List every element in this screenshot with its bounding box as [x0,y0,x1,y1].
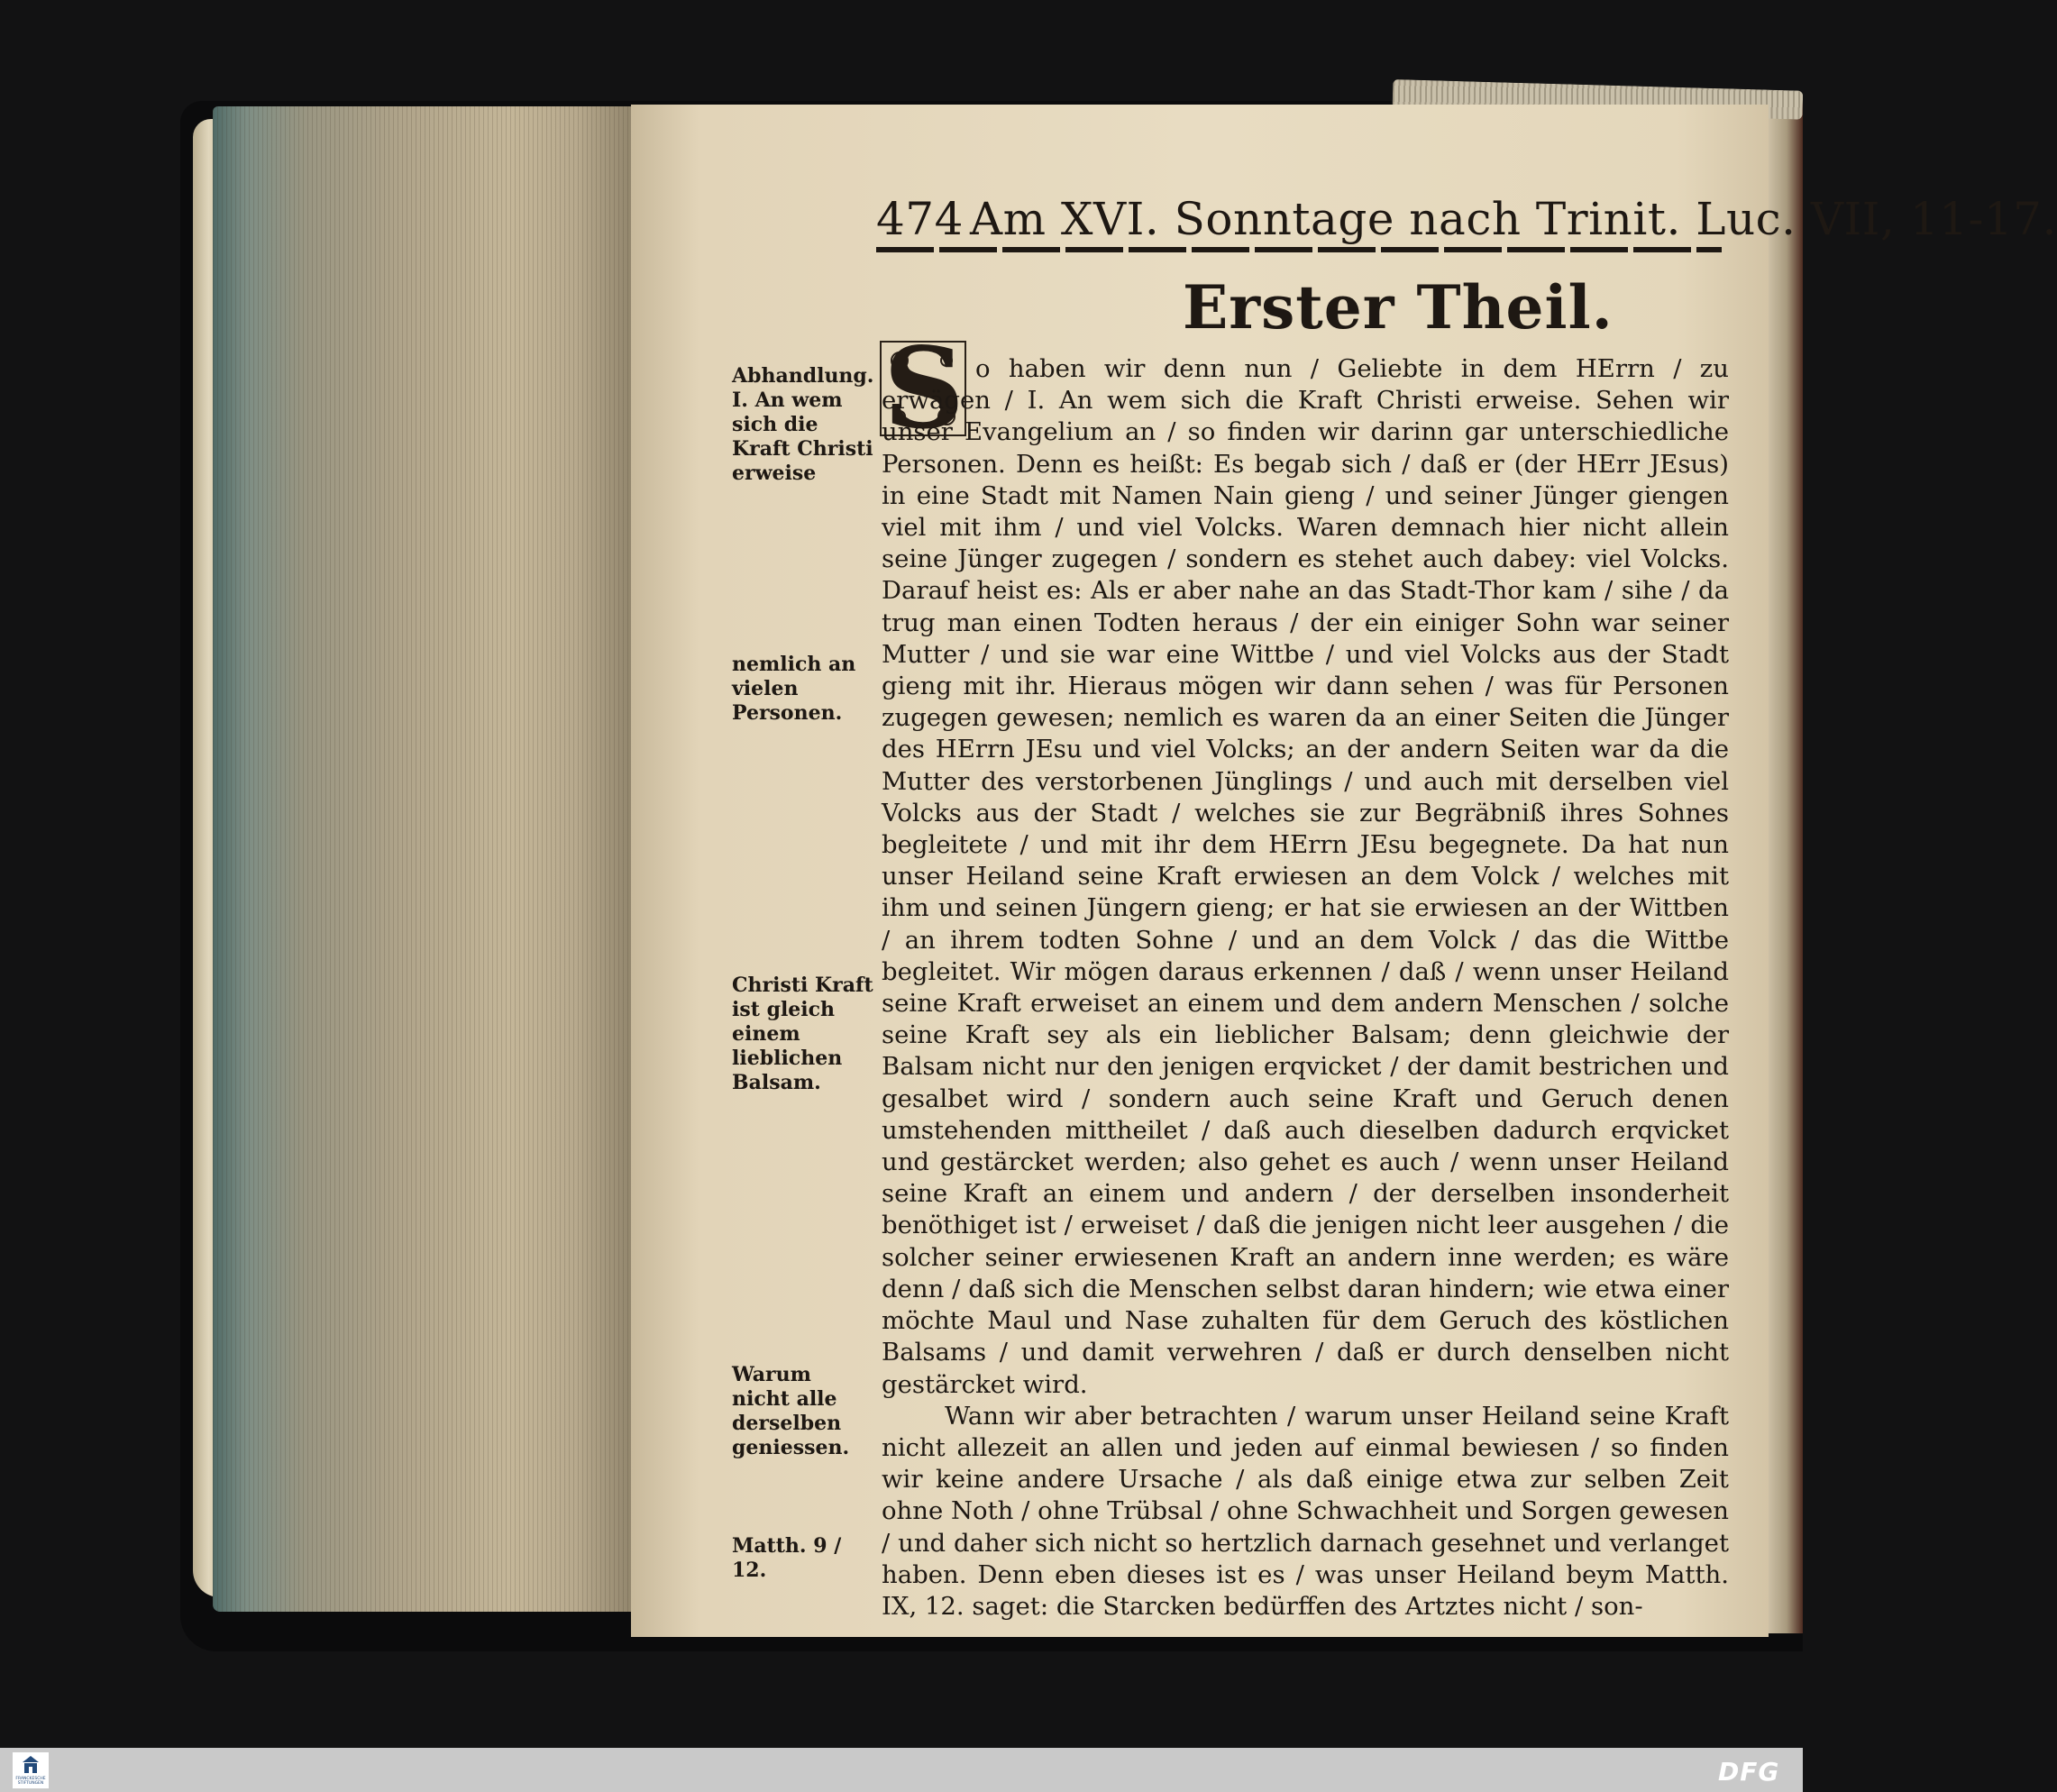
margin-note: Warum nicht alle derselben geniessen. [732,1363,850,1459]
page-block-lines [213,106,636,1612]
drop-cap: S [883,324,965,454]
margin-note: Abhandlung. I. An wem sich die Kraft Christi erweise [732,364,874,485]
margin-note: Matth. 9 / 12. [732,1534,842,1582]
body-text [882,353,1729,1623]
page-block-edge [213,106,636,1612]
dfg-logo[interactable]: DFG [1718,1757,1780,1787]
margin-note: Christi Kraft ist gleich einem lieblichen Balsam. [732,974,873,1094]
book-page [631,105,2057,1637]
viewer-footer-bar [0,1748,1803,1792]
paragraph-2: Wann wir aber betrachten / warum unser Heiland seine Kraft nicht allezeit an allen und jeden auf einmal bewiesen / so finden wir keine andere Ursache / als daß einige etwa zur selben Zeit ohne Noth / ohne Trübsal / ohne Schwachheit und Sorgen gewesen / und daher sich nicht so hertzlich darnach gesehnet und verlanget haben. Denn eben dieses ist es / was unser Heiland beym Matth. IX, 12. saget: die Starcken bedürffen des Artztes nicht / son- [882,1401,1729,1621]
franckesche-stiftungen-logo[interactable] [13,1752,49,1788]
paragraph-1: o haben wir denn nun / Geliebte in dem HErrn / zu erwägen / I. An wem sich die Kraft Christi erweise. Sehen wir unser Evangelium an / so finden wir darinn gar unterschiedliche Personen. Denn es heißt: Es begab sich / daß er (der HErr JEsus) in eine Stadt mit Namen Nain gieng / und seiner Jünger giengen viel mit ihm / und viel Volcks. Waren demnach hier nicht allein seine Jünger zugegen / sondern es stehet auch dabey: viel Volcks. Darauf heist es: Als er aber nahe an das Stadt-Thor kam / sihe / da trug man einen Todten heraus / der ein einiger Sohn war seiner Mutter / und sie war eine Wittbe / und viel Volcks aus der Stadt gieng mit ihr. Hieraus mögen wir dann sehen / was für Personen zugegen gewesen; nemlich es waren da an einer Seiten die Jünger des HErrn JEsu und viel Volcks; an der andern Seiten war da die Mutter des verstorbenen Jünglings / und auch mit derselben viel Volcks aus der Stadt / welches sie zur Begräbniß ihres Sohnes begleitete / und mit ihr dem HErrn JEsu begegnete. Da hat nun unser Heiland seine Kraft erwiesen an dem Volck / welches mit ihm und seinen Jüngern gieng; er hat sie erwiesen an der Wittben / an ihrem todten Sohne / und an dem Volck / das die Wittbe begleitet. Wir mögen daraus erkennen / daß / wenn unser Heiland seine Kraft erweiset an einem und dem andern Menschen / solche seine Kraft sey als ein lieblicher Balsam; denn gleichwie der Balsam nicht nur den jenigen erqvicket / der damit bestrichen und gesalbet wird / sondern auch seine Kraft und Geruch denen umstehenden mittheilet / daß auch dieselben dadurch erqvicket und gestärcket werden; also gehet es auch / wenn unser Heiland seine Kraft an einem und andern / der derselben insonderheit benöthiget ist / erweiset / daß die jenigen nicht leer ausgehen / die solcher seiner erwiesenen Kraft an andern inne werden; es wäre denn / daß sich die Menschen selbst daran hindern; wie etwa einer möchte Maul und Nase zuhalten für dem Geruch des köstlichen Balsams / und damit verwehren / daß er durch denselben nicht gestärcket wird. [882,354,1729,1399]
margin-note: nemlich an vielen Personen. [732,653,856,725]
building-icon [22,1755,40,1775]
header-rule [876,247,1722,252]
page-number: 474 [876,193,964,245]
header-title: Am XVI. Sonntage nach Trinit. Luc. VII, 11-17. [970,193,2057,245]
section-title: Erster Theil. [1183,272,1614,343]
logo-text: FRANCKESCHE STIFTUNGEN [15,1777,46,1786]
